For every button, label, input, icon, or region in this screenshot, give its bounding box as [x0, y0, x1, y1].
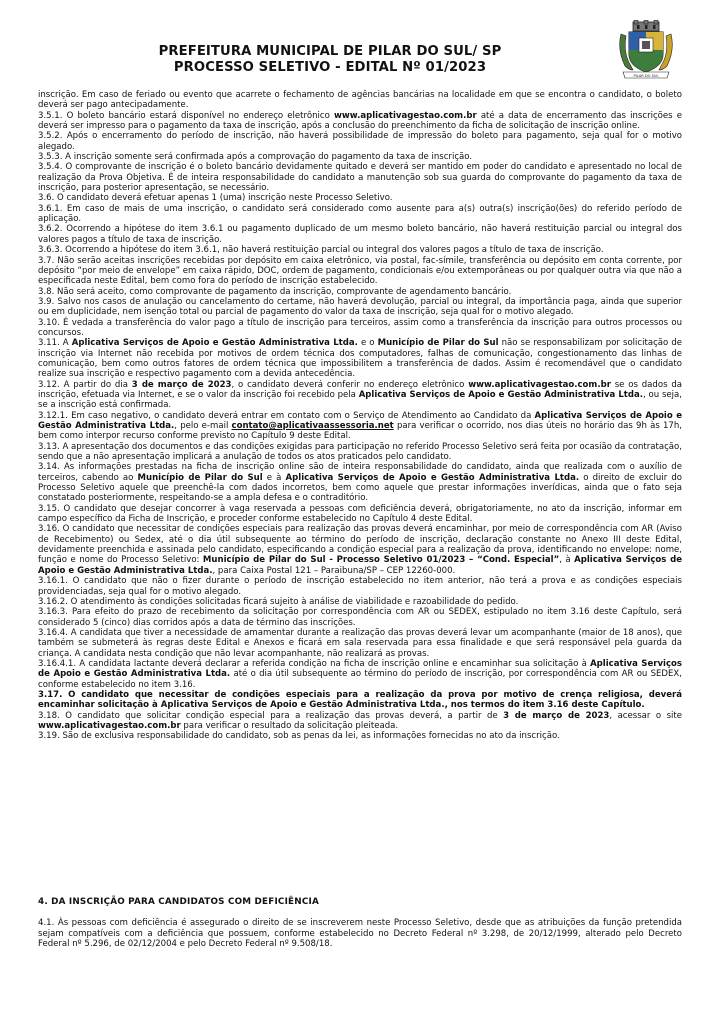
paragraph: 3.7. Não serão aceitas inscrições recebidas por depósito em caixa eletrônico, via postal, fac-símile, transferência ou depósito em conta corrente, por depósito “por meio de envelope” em caixa rápido, DOC, ordem de pagamento, condicionais e/ou extemporâneas ou por qualquer outra via que não a especificada neste Edital, bem como fora do período de inscrição estabelecido. [38, 255, 682, 287]
paragraph: 4.1. Às pessoas com deficiência é assegurado o direito de se inscreverem neste Processo Seletivo, desde que as atribuições da função pretendida sejam compatíveis com a deficiência que possuem, conforme estabelecido no Decreto Federal nº 3.298, de 20/12/1999, alterado pelo Decreto Federal nº 5.296, de 02/12/2004 e pelo Decreto Federal nº 9.508/18. [38, 918, 682, 950]
header-subtitle: PROCESSO SELETIVO - EDITAL Nº 01/2023 [173, 60, 487, 75]
paragraph: 3.14. As informações prestadas na ficha de inscrição online são de inteira responsabilidade do candidato, ainda que realizada com o auxílio de terceiros, cabendo ao Município de Pilar do Sul e à Aplicativa Serviços de Apoio e Gestão Administrativa Ltda. o direito de excluir do Processo Seletivo aquele que preenchê-la com dados incorretos, bem como aquele que prestar informações inverídicas, ainda que o fato seja constatado posteriormente, respeitando-se a ampla defesa e o contraditório. [38, 462, 682, 504]
email-link[interactable]: contato@aplicativaassessoria.net [231, 421, 394, 431]
paragraph: 3.16.3. Para efeito do prazo de recebimento da solicitação por correspondência com AR ou SEDEX, estipulado no item 3.16 deste Capítulo, será considerado 5 (cinco) dias corridos após a data de término das inscrições. [38, 607, 682, 628]
paragraph: 3.11. A Aplicativa Serviços de Apoio e Gestão Administrativa Ltda. e o Município de Pilar do Sul não se responsabilizam por solicitação de inscrição via Internet não recebida por motivos de ordem técnica dos computadores, falhas de comunicação, congestionamento das linhas de comunicação, bem como outros fatores de ordem técnica que impossibilitem a transferência de dados. Assim é recomendável que o candidato realize sua inscrição e respectivo pagamento com a devida antecedência. [38, 338, 682, 380]
paragraph: 3.5.1. O boleto bancário estará disponível no endereço eletrônico www.aplicativagestao.com.br até a data de encerramento das inscrições e deverá ser impresso para o pagamento da taxa de inscrição, após a conclusão do preenchimento da ficha de solicitação de inscrição online. [38, 110, 682, 132]
section-body [38, 918, 682, 950]
crest-label: PILAR DO SUL [633, 73, 659, 78]
document-body [38, 90, 682, 742]
paragraph: 3.5.3. A inscrição somente será confirmada após a comprovação do pagamento da taxa de inscrição. [38, 152, 473, 163]
paragraph: 3.12. A partir do dia 3 de março de 2023, o candidato deverá conferir no endereço eletrônico www.aplicativagestao.com.br se os dados da inscrição, efetuada via Internet, e se o valor da inscrição foi recebido pela Aplicativa Serviços de Apoio e Gestão Administrativa Ltda., ou seja, se a inscrição está confirmada. [38, 379, 682, 411]
paragraph: 3.17. O candidato que necessitar de condições especiais para a realização da prova por motivo de crença religiosa, deverá encaminhar solicitação à Aplicativa Serviços de Apoio e Gestão Administrativa Ltda., nos termos do item 3.16 deste Capítulo. [38, 689, 682, 711]
link-text: www.aplicativagestao.com.br [38, 720, 181, 731]
paragraph: 3.16.1. O candidato que não o fizer durante o período de inscrição estabelecido no item anterior, não terá a prova e as condições especiais providenciadas, seja qual for o motivo alegado. [38, 576, 682, 597]
document-header [30, 44, 630, 76]
paragraph: 3.6.2. Ocorrendo a hipótese do item 3.6.1 ou pagamento duplicado de um mesmo boleto bancário, não haverá restituição parcial ou integral dos valores pagos a título de taxa de inscrição. [38, 224, 682, 245]
paragraph: 3.16.4. A candidata que tiver a necessidade de amamentar durante a realização das provas deverá levar um acompanhante (maior de 18 anos), que também se submeterá às regras deste Edital e Anexos e ficará em sala reservada para essa finalidade e que será responsável pela guarda da criança. A candidata nesta condição que não levar acompanhante, não realizará as provas. [38, 627, 682, 659]
paragraph: 3.8. Não será aceito, como comprovante de pagamento da inscrição, comprovante de agendamento bancário. [38, 286, 512, 297]
coat-of-arms-icon [617, 20, 675, 84]
link-text: www.aplicativagestao.com.br [468, 379, 611, 390]
paragraph: 3.18. O candidato que solicitar condição especial para a realização das provas deverá, a partir de 3 de março de 2023, acessar o site www.aplicativagestao.com.br para verificar o resultado da solicitação pleiteada. [38, 710, 683, 731]
paragraph: 3.15. O candidato que desejar concorrer à vaga reservada a pessoas com deficiência deverá, obrigatoriamente, no ato da inscrição, informar em campo específico da Ficha de Inscrição, e proceder conforme estabelecido no Capítulo 4 deste Edital. [38, 503, 682, 525]
link-text: www.aplicativagestao.com.br [333, 110, 477, 121]
paragraph: 3.16. O candidato que necessitar de condições especiais para realização das provas deverá encaminhar, por meio de correspondência com AR (Aviso de Recebimento) ou Sedex, até o dia útil subsequente ao término do período de inscrição, declaração constante no Anexo III deste Edital, devidamente preenchida e assinada pelo candidato, especificando a condição especial para a realização da prova, identificando no envelope: nome, função e nome do Processo Seletivo: Município de Pilar do Sul - Processo Seletivo 01/2023 – “Cond. Especial”, à Aplicativa Serviços de Apoio e Gestão Administrativa Ltda., para Caixa Postal 121 – Paraibuna/SP – CEP 12260-000. [38, 524, 683, 576]
paragraph: 3.13. A apresentação dos documentos e das condições exigidas para participação no referido Processo Seletivo será feita por ocasião da contratação, sendo que a não apresentação implicará a anulação de todos os atos praticados pelo candidato. [38, 441, 682, 463]
paragraph: 3.16.2. O atendimento às condições solicitadas ficará sujeito à análise de viabilidade e razoabilidade do pedido. [38, 596, 519, 607]
section-heading: 4. DA INSCRIÇÃO PARA CANDIDATOS COM DEFICIÊNCIA [38, 897, 319, 907]
paragraph: 3.16.4.1. A candidata lactante deverá declarar a referida condição na ficha de inscrição online e encaminhar sua solicitação à Aplicativa Serviços de Apoio e Gestão Administrativa Ltda. até o dia útil subsequente ao término do período de inscrição, por correspondência com AR ou SEDEX, conforme estabelecido no item 3.16. [38, 658, 683, 690]
paragraph: 3.9. Salvo nos casos de anulação ou cancelamento do certame, não haverá devolução, parcial ou integral, da importância paga, ainda que superior ou em duplicidade, nem isenção total ou parcial de pagamento do valor da taxa de inscrição, seja qual for o motivo alegado. [38, 296, 682, 318]
paragraph: 3.12.1. Em caso negativo, o candidato deverá entrar em contato com o Serviço de Atendimento ao Candidato da Aplicativa Serviços de Apoio e Gestão Administrativa Ltda., pelo e-mail contato@aplicativaassessoria.net para verificar o ocorrido, nos dias úteis no horário das 9h às 17h, bem como interpor recurso conforme previsto no Capítulo 9 deste Edital. [38, 410, 683, 442]
paragraph: inscrição. Em caso de feriado ou evento que acarrete o fechamento de agências bancárias na localidade em que se encontra o candidato, o boleto deverá ser pago antecipadamente. [38, 90, 682, 111]
paragraph: 3.6.3. Ocorrendo a hipótese do item 3.6.1, não haverá restituição parcial ou integral dos valores pagos a título de taxa de inscrição. [38, 245, 604, 256]
paragraph: 3.6. O candidato deverá efetuar apenas 1 (uma) inscrição neste Processo Seletivo. [38, 193, 393, 204]
paragraph: 3.5.4. O comprovante de inscrição é o boleto bancário devidamente quitado e deverá ser mantido em poder do candidato e apresentado no local de realização da Prova Objetiva. É de inteira responsabilidade do candidato a manutenção sob sua guarda do comprovante do pagamento da taxa de inscrição, para posterior apresentação, se necessário. [38, 162, 682, 194]
paragraph: 3.5.2. Após o encerramento do período de inscrição, não haverá possibilidade de impressão do boleto para pagamento, seja qual for o motivo alegado. [38, 131, 682, 152]
paragraph: 3.6.1. Em caso de mais de uma inscrição, o candidato será considerado como ausente para a(s) outra(s) inscrição(ões) do referido período de aplicação. [38, 203, 682, 225]
paragraph: 3.19. São de exclusiva responsabilidade do candidato, sob as penas da lei, as informações fornecidas no ato da inscrição. [38, 731, 560, 742]
paragraph: 3.10. É vedada a transferência do valor pago a título de inscrição para terceiros, assim como a transferência da inscrição para outros processos ou concursos. [38, 317, 682, 338]
header-title: PREFEITURA MUNICIPAL DE PILAR DO SUL/ SP [158, 44, 502, 59]
